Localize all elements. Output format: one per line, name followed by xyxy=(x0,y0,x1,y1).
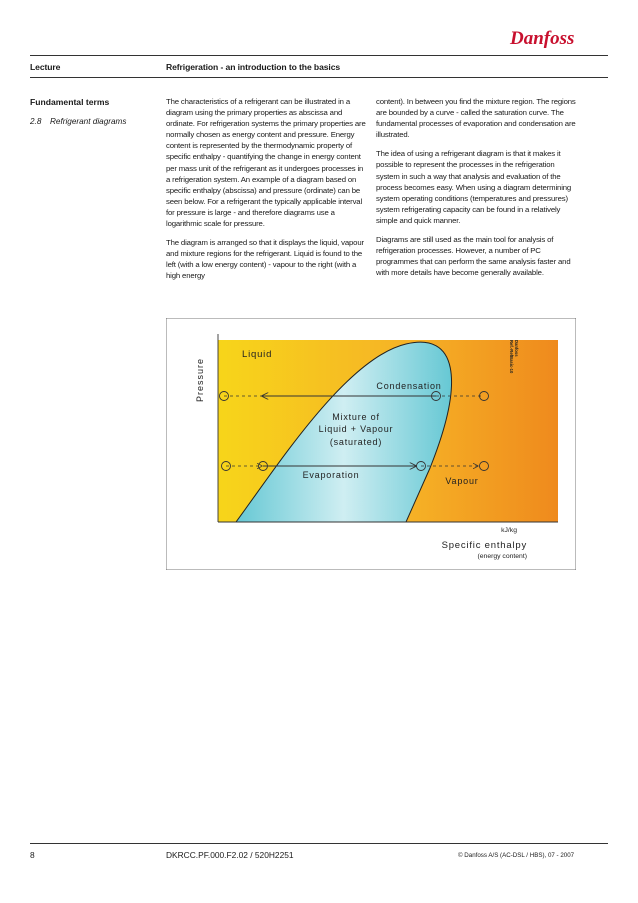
sidebar-subtitle xyxy=(30,117,126,126)
body-column-1 xyxy=(166,96,366,290)
sidebar-title: Fundamental terms xyxy=(30,97,110,107)
paragraph: The idea of using a refrigerant diagram is that it makes it possible to represent the processes in the refrigeration system in such a way that analysis and evaluation of the process becomes easy. When using a diagram determining system operating conditions (temperatures and pressures) system refrigerating capacity can be found in a relatively simple and quick manner. xyxy=(376,149,572,225)
mixture-label-1: Mixture of xyxy=(332,412,380,422)
doc-code: DKRCC.PF.000.F2.02 / 520H2251 xyxy=(166,850,294,860)
unit-label: kJ/kg xyxy=(501,527,517,534)
body-column-2 xyxy=(376,96,576,286)
svg-text:Danfoss: Danfoss xyxy=(510,28,575,49)
evaporation-label: Evaporation xyxy=(302,470,360,480)
header-section: Lecture xyxy=(30,62,61,72)
y-axis-label: Pressure xyxy=(195,357,205,403)
paragraph: content). In between you find the mixture region. The regions are bounded by a curve - called the saturation curve. The fundamental processes of evaporation and condensation are illustrated. xyxy=(376,97,576,140)
header-title: Refrigeration - an introduction to the basics xyxy=(166,62,341,72)
x-axis-label: Specific enthalpy xyxy=(441,540,527,551)
paragraph: Diagrams are still used as the main tool for analysis of refrigeration processes. However, a number of PC programmes that can perform the same analysis faster and with more details have become generally available. xyxy=(376,235,571,278)
refrigerant-diagram xyxy=(166,318,576,570)
header-bottom-rule xyxy=(30,77,608,78)
mixture-label-2: Liquid + Vapour xyxy=(318,424,394,434)
copyright: © Danfoss A/S (AC-DSL / HBS), 07 - 2007 xyxy=(458,852,575,859)
liquid-label: Liquid xyxy=(242,349,273,360)
paragraph: The diagram is arranged so that it displays the liquid, vapour and mixture regions for the refrigerant. Liquid is found to the left (with a low energy content) - vapour to the right (with a high energy xyxy=(166,238,364,281)
sidebar-sub-number: 2.8 xyxy=(30,117,42,126)
x-axis-sublabel: (energy content) xyxy=(477,553,527,560)
header-top-rule xyxy=(30,55,608,56)
svg-text:Ref.-RefBasic-10: Ref.-RefBasic-10 xyxy=(509,340,514,374)
mixture-label-3: (saturated) xyxy=(329,437,383,447)
page-number: 8 xyxy=(30,850,35,860)
footer-rule xyxy=(30,843,608,844)
vapour-label: Vapour xyxy=(445,476,479,486)
danfoss-logo xyxy=(506,22,586,52)
svg-text:Danfoss: Danfoss xyxy=(514,340,519,357)
paragraph: The characteristics of a refrigerant can be illustrated in a diagram using the primary properties as abscissa and ordinate. For refrigeration systems the primary properties are normally chosen as energy content and pressure. Energy content is represented by the thermodynamic property of specific enthalpy - quantifying the change in energy content per mass unit of the refrigerant as it undergoes processes in a refrigeration system. An example of a diagram based on specific enthalpy (abscissa) and pressure (ordinate) can be seen below. For a refrigerant the typically applicable interval for pressure is large - and therefore diagrams use a logarithmic scale for pressure. xyxy=(166,97,366,229)
sidebar-sub-title: Refrigerant diagrams xyxy=(50,117,127,126)
condensation-label: Condensation xyxy=(376,381,442,391)
